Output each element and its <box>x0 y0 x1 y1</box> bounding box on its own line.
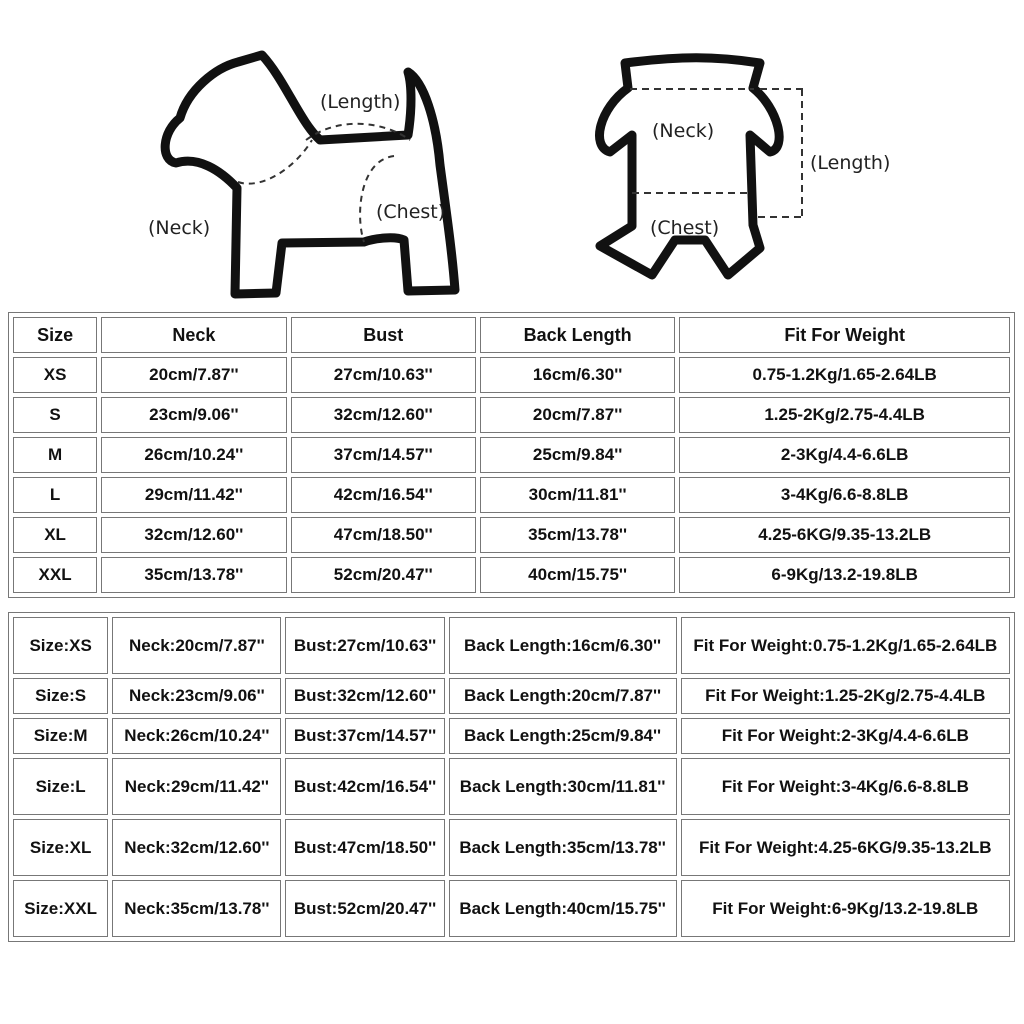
table-row <box>13 617 1010 674</box>
cell-back-length: Back Length:35cm/13.78'' <box>449 819 677 876</box>
cell-fit-for-weight: Fit For Weight:3-4Kg/6.6-8.8LB <box>681 758 1010 815</box>
cell-bust: 32cm/12.60'' <box>291 397 476 433</box>
table-row <box>13 357 1010 393</box>
table-row <box>13 758 1010 815</box>
header-back-length: Back Length <box>480 317 675 353</box>
cell-bust: Bust:32cm/12.60'' <box>285 678 444 714</box>
cell-bust: Bust:47cm/18.50'' <box>285 819 444 876</box>
cell-fit-for-weight: Fit For Weight:1.25-2Kg/2.75-4.4LB <box>681 678 1010 714</box>
cell-bust: 37cm/14.57'' <box>291 437 476 473</box>
cell-back-length: 30cm/11.81'' <box>480 477 675 513</box>
header-fit-for-weight: Fit For Weight <box>679 317 1010 353</box>
table-row <box>13 397 1010 433</box>
cell-bust: Bust:52cm/20.47'' <box>285 880 444 937</box>
cell-neck: 20cm/7.87'' <box>101 357 286 393</box>
cell-back-length: Back Length:20cm/7.87'' <box>449 678 677 714</box>
dog-outline-icon <box>0 0 480 300</box>
cell-bust: Bust:42cm/16.54'' <box>285 758 444 815</box>
shirt-measurement-diagram <box>560 0 960 300</box>
dog-shirt-icon <box>560 0 960 300</box>
cell-neck: Neck:23cm/9.06'' <box>112 678 281 714</box>
table-row <box>13 557 1010 593</box>
cell-back-length: 16cm/6.30'' <box>480 357 675 393</box>
cell-back-length: Back Length:40cm/15.75'' <box>449 880 677 937</box>
dog-length-label: (Length) <box>320 91 401 113</box>
table-header-row <box>13 317 1010 353</box>
cell-neck: 23cm/9.06'' <box>101 397 286 433</box>
cell-fit-for-weight: 2-3Kg/4.4-6.6LB <box>679 437 1010 473</box>
cell-fit-for-weight: 4.25-6KG/9.35-13.2LB <box>679 517 1010 553</box>
cell-back-length: Back Length:25cm/9.84'' <box>449 718 677 754</box>
cell-bust: Bust:37cm/14.57'' <box>285 718 444 754</box>
cell-fit-for-weight: 0.75-1.2Kg/1.65-2.64LB <box>679 357 1010 393</box>
cell-fit-for-weight: Fit For Weight:2-3Kg/4.4-6.6LB <box>681 718 1010 754</box>
size-chart-table <box>8 312 1015 598</box>
cell-size: Size:L <box>13 758 108 815</box>
shirt-neck-label: (Neck) <box>652 120 715 142</box>
cell-neck: 29cm/11.42'' <box>101 477 286 513</box>
header-bust: Bust <box>291 317 476 353</box>
cell-bust: 27cm/10.63'' <box>291 357 476 393</box>
cell-back-length: Back Length:30cm/11.81'' <box>449 758 677 815</box>
table-row <box>13 517 1010 553</box>
cell-neck: Neck:26cm/10.24'' <box>112 718 281 754</box>
header-size: Size <box>13 317 97 353</box>
cell-size: Size:XL <box>13 819 108 876</box>
cell-size: Size:XS <box>13 617 108 674</box>
table-row <box>13 678 1010 714</box>
table-row <box>13 819 1010 876</box>
dog-measurement-diagram <box>0 0 480 300</box>
size-detail-table <box>8 612 1015 942</box>
cell-neck: Neck:32cm/12.60'' <box>112 819 281 876</box>
cell-fit-for-weight: Fit For Weight:4.25-6KG/9.35-13.2LB <box>681 819 1010 876</box>
header-neck: Neck <box>101 317 286 353</box>
cell-size: Size:S <box>13 678 108 714</box>
cell-fit-for-weight: 6-9Kg/13.2-19.8LB <box>679 557 1010 593</box>
cell-back-length: 40cm/15.75'' <box>480 557 675 593</box>
cell-neck: 32cm/12.60'' <box>101 517 286 553</box>
shirt-chest-label: (Chest) <box>650 217 720 239</box>
cell-size: Size:XXL <box>13 880 108 937</box>
cell-back-length: Back Length:16cm/6.30'' <box>449 617 677 674</box>
cell-fit-for-weight: Fit For Weight:6-9Kg/13.2-19.8LB <box>681 880 1010 937</box>
cell-size: Size:M <box>13 718 108 754</box>
cell-size: XS <box>13 357 97 393</box>
dog-chest-label: (Chest) <box>376 201 446 223</box>
cell-size: L <box>13 477 97 513</box>
cell-size: M <box>13 437 97 473</box>
cell-bust: 52cm/20.47'' <box>291 557 476 593</box>
cell-fit-for-weight: 3-4Kg/6.6-8.8LB <box>679 477 1010 513</box>
cell-neck: Neck:20cm/7.87'' <box>112 617 281 674</box>
cell-bust: 42cm/16.54'' <box>291 477 476 513</box>
cell-neck: 26cm/10.24'' <box>101 437 286 473</box>
cell-neck: 35cm/13.78'' <box>101 557 286 593</box>
dog-neck-label: (Neck) <box>148 217 211 239</box>
cell-size: S <box>13 397 97 433</box>
table-row <box>13 880 1010 937</box>
cell-fit-for-weight: Fit For Weight:0.75-1.2Kg/1.65-2.64LB <box>681 617 1010 674</box>
cell-neck: Neck:35cm/13.78'' <box>112 880 281 937</box>
cell-neck: Neck:29cm/11.42'' <box>112 758 281 815</box>
cell-back-length: 35cm/13.78'' <box>480 517 675 553</box>
cell-size: XXL <box>13 557 97 593</box>
cell-fit-for-weight: 1.25-2Kg/2.75-4.4LB <box>679 397 1010 433</box>
cell-bust: 47cm/18.50'' <box>291 517 476 553</box>
cell-back-length: 25cm/9.84'' <box>480 437 675 473</box>
cell-size: XL <box>13 517 97 553</box>
cell-back-length: 20cm/7.87'' <box>480 397 675 433</box>
table-row <box>13 437 1010 473</box>
table-row <box>13 477 1010 513</box>
table-row <box>13 718 1010 754</box>
cell-bust: Bust:27cm/10.63'' <box>285 617 444 674</box>
shirt-length-label: (Length) <box>810 152 891 174</box>
